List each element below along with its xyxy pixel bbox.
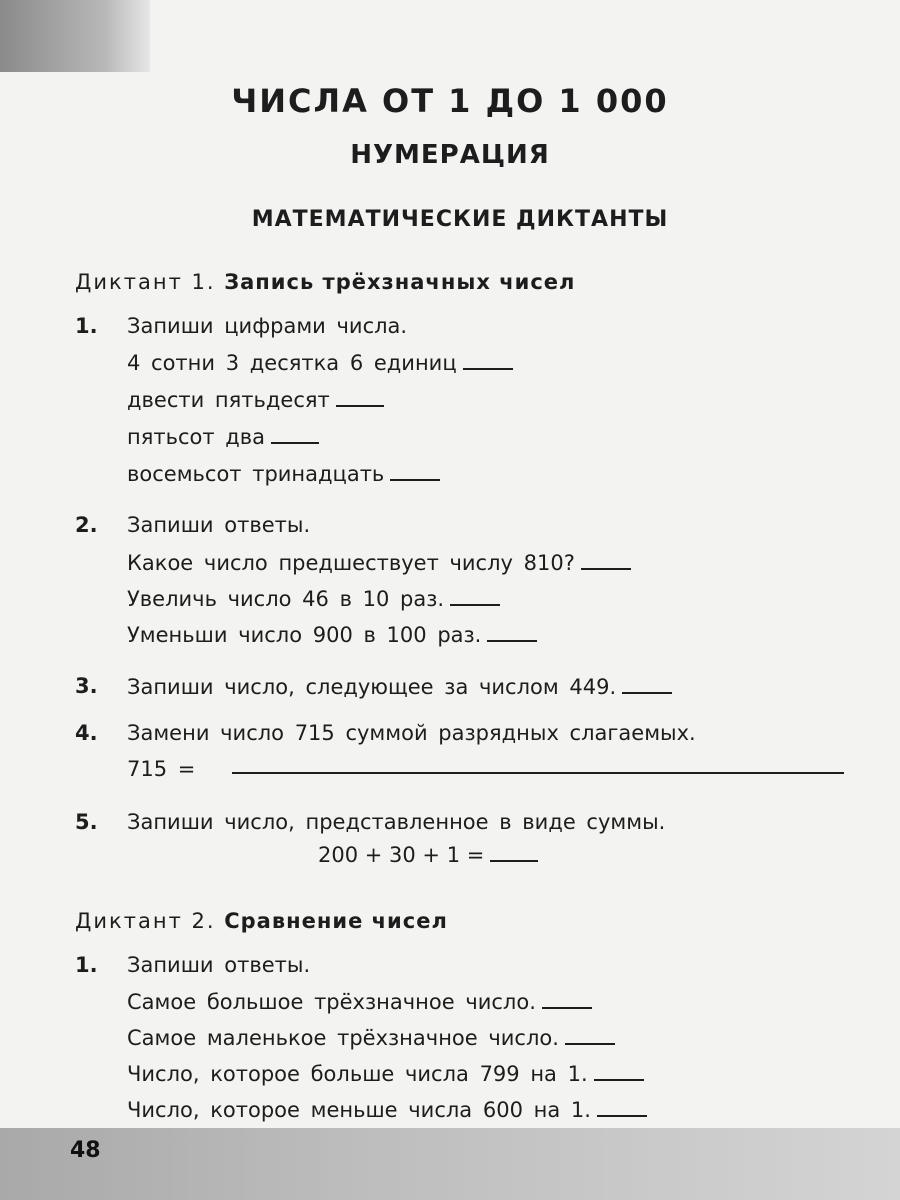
task-line: [127, 586, 500, 611]
task-text: Запиши ответы.: [127, 513, 311, 537]
task-number: 4.: [75, 721, 98, 745]
answer-blank[interactable]: [490, 842, 538, 862]
answer-blank-long[interactable]: [232, 772, 844, 774]
scan-shadow-top: [0, 0, 150, 72]
answer-blank[interactable]: [594, 1061, 644, 1081]
task-number: 5.: [75, 810, 98, 834]
answer-blank[interactable]: [542, 989, 592, 1009]
task-line-text: двести пятьдесят: [127, 388, 330, 412]
page-subtitle: НУМЕРАЦИЯ: [350, 140, 550, 170]
answer-blank[interactable]: [271, 424, 319, 444]
dictation-1-heading: [75, 270, 575, 294]
task-line-text: восемьсот тринадцать: [127, 462, 385, 486]
task-number: 2.: [75, 513, 98, 537]
scan-shadow-bottom: [0, 1128, 900, 1200]
task-line: [127, 674, 672, 699]
task-expression: 200 + 30 + 1 =: [318, 843, 485, 867]
section-title: МАТЕМАТИЧЕСКИЕ ДИКТАНТЫ: [251, 207, 669, 232]
page-title: ЧИСЛА ОТ 1 ДО 1 000: [231, 82, 669, 120]
task-line: [127, 1061, 644, 1086]
dictation-2-topic: Сравнение чисел: [224, 909, 448, 933]
task-line-text: Уменьши число 900 в 100 раз.: [127, 623, 482, 647]
task-line: [127, 550, 631, 575]
task-line: [127, 387, 384, 412]
task-expression-line: [318, 842, 538, 867]
task-text: Запиши цифрами числа.: [127, 314, 408, 338]
answer-blank[interactable]: [565, 1025, 615, 1045]
task-text: Запиши число, следующее за числом 449.: [127, 675, 617, 699]
task-line: [127, 989, 592, 1014]
task-number: 3.: [75, 674, 98, 698]
task-line-text: Число, которое больше числа 799 на 1.: [127, 1062, 588, 1086]
task-line: [127, 1025, 615, 1050]
answer-blank[interactable]: [336, 387, 384, 407]
answer-blank[interactable]: [581, 550, 631, 570]
task-line-text: Увеличь число 46 в 10 раз.: [127, 587, 445, 611]
task-line: [127, 461, 440, 486]
answer-blank[interactable]: [450, 586, 500, 606]
task-line-text: Самое большое трёхзначное число.: [127, 990, 536, 1014]
dictation-2-label: Диктант 2.: [75, 909, 216, 933]
answer-blank[interactable]: [463, 350, 513, 370]
answer-blank[interactable]: [597, 1097, 647, 1117]
answer-blank[interactable]: [390, 461, 440, 481]
task-line: [127, 1097, 647, 1122]
task-line-text: 4 сотни 3 десятка 6 единиц: [127, 351, 457, 375]
page-number: 48: [70, 1138, 101, 1163]
answer-blank[interactable]: [622, 674, 672, 694]
task-line: [127, 424, 319, 449]
task-text: Замени число 715 суммой разрядных слагаемых.: [127, 721, 696, 745]
answer-blank[interactable]: [487, 622, 537, 642]
dictation-2-heading: [75, 909, 448, 933]
task-line-text: Какое число предшествует числу 810?: [127, 551, 575, 575]
task-expression: 715 =: [127, 757, 196, 781]
task-text: Запиши ответы.: [127, 953, 311, 977]
task-number: 1.: [75, 953, 98, 977]
dictation-1-label: Диктант 1.: [75, 270, 216, 294]
task-line: [127, 622, 537, 647]
task-line-text: Самое маленькое трёхзначное число.: [127, 1026, 559, 1050]
task-number: 1.: [75, 314, 98, 338]
task-line-text: пятьсот два: [127, 425, 266, 449]
task-line: [127, 350, 513, 375]
dictation-1-topic: Запись трёхзначных чисел: [224, 270, 576, 294]
task-line-text: Число, которое меньше числа 600 на 1.: [127, 1098, 591, 1122]
task-text: Запиши число, представленное в виде суммы.: [127, 810, 666, 834]
